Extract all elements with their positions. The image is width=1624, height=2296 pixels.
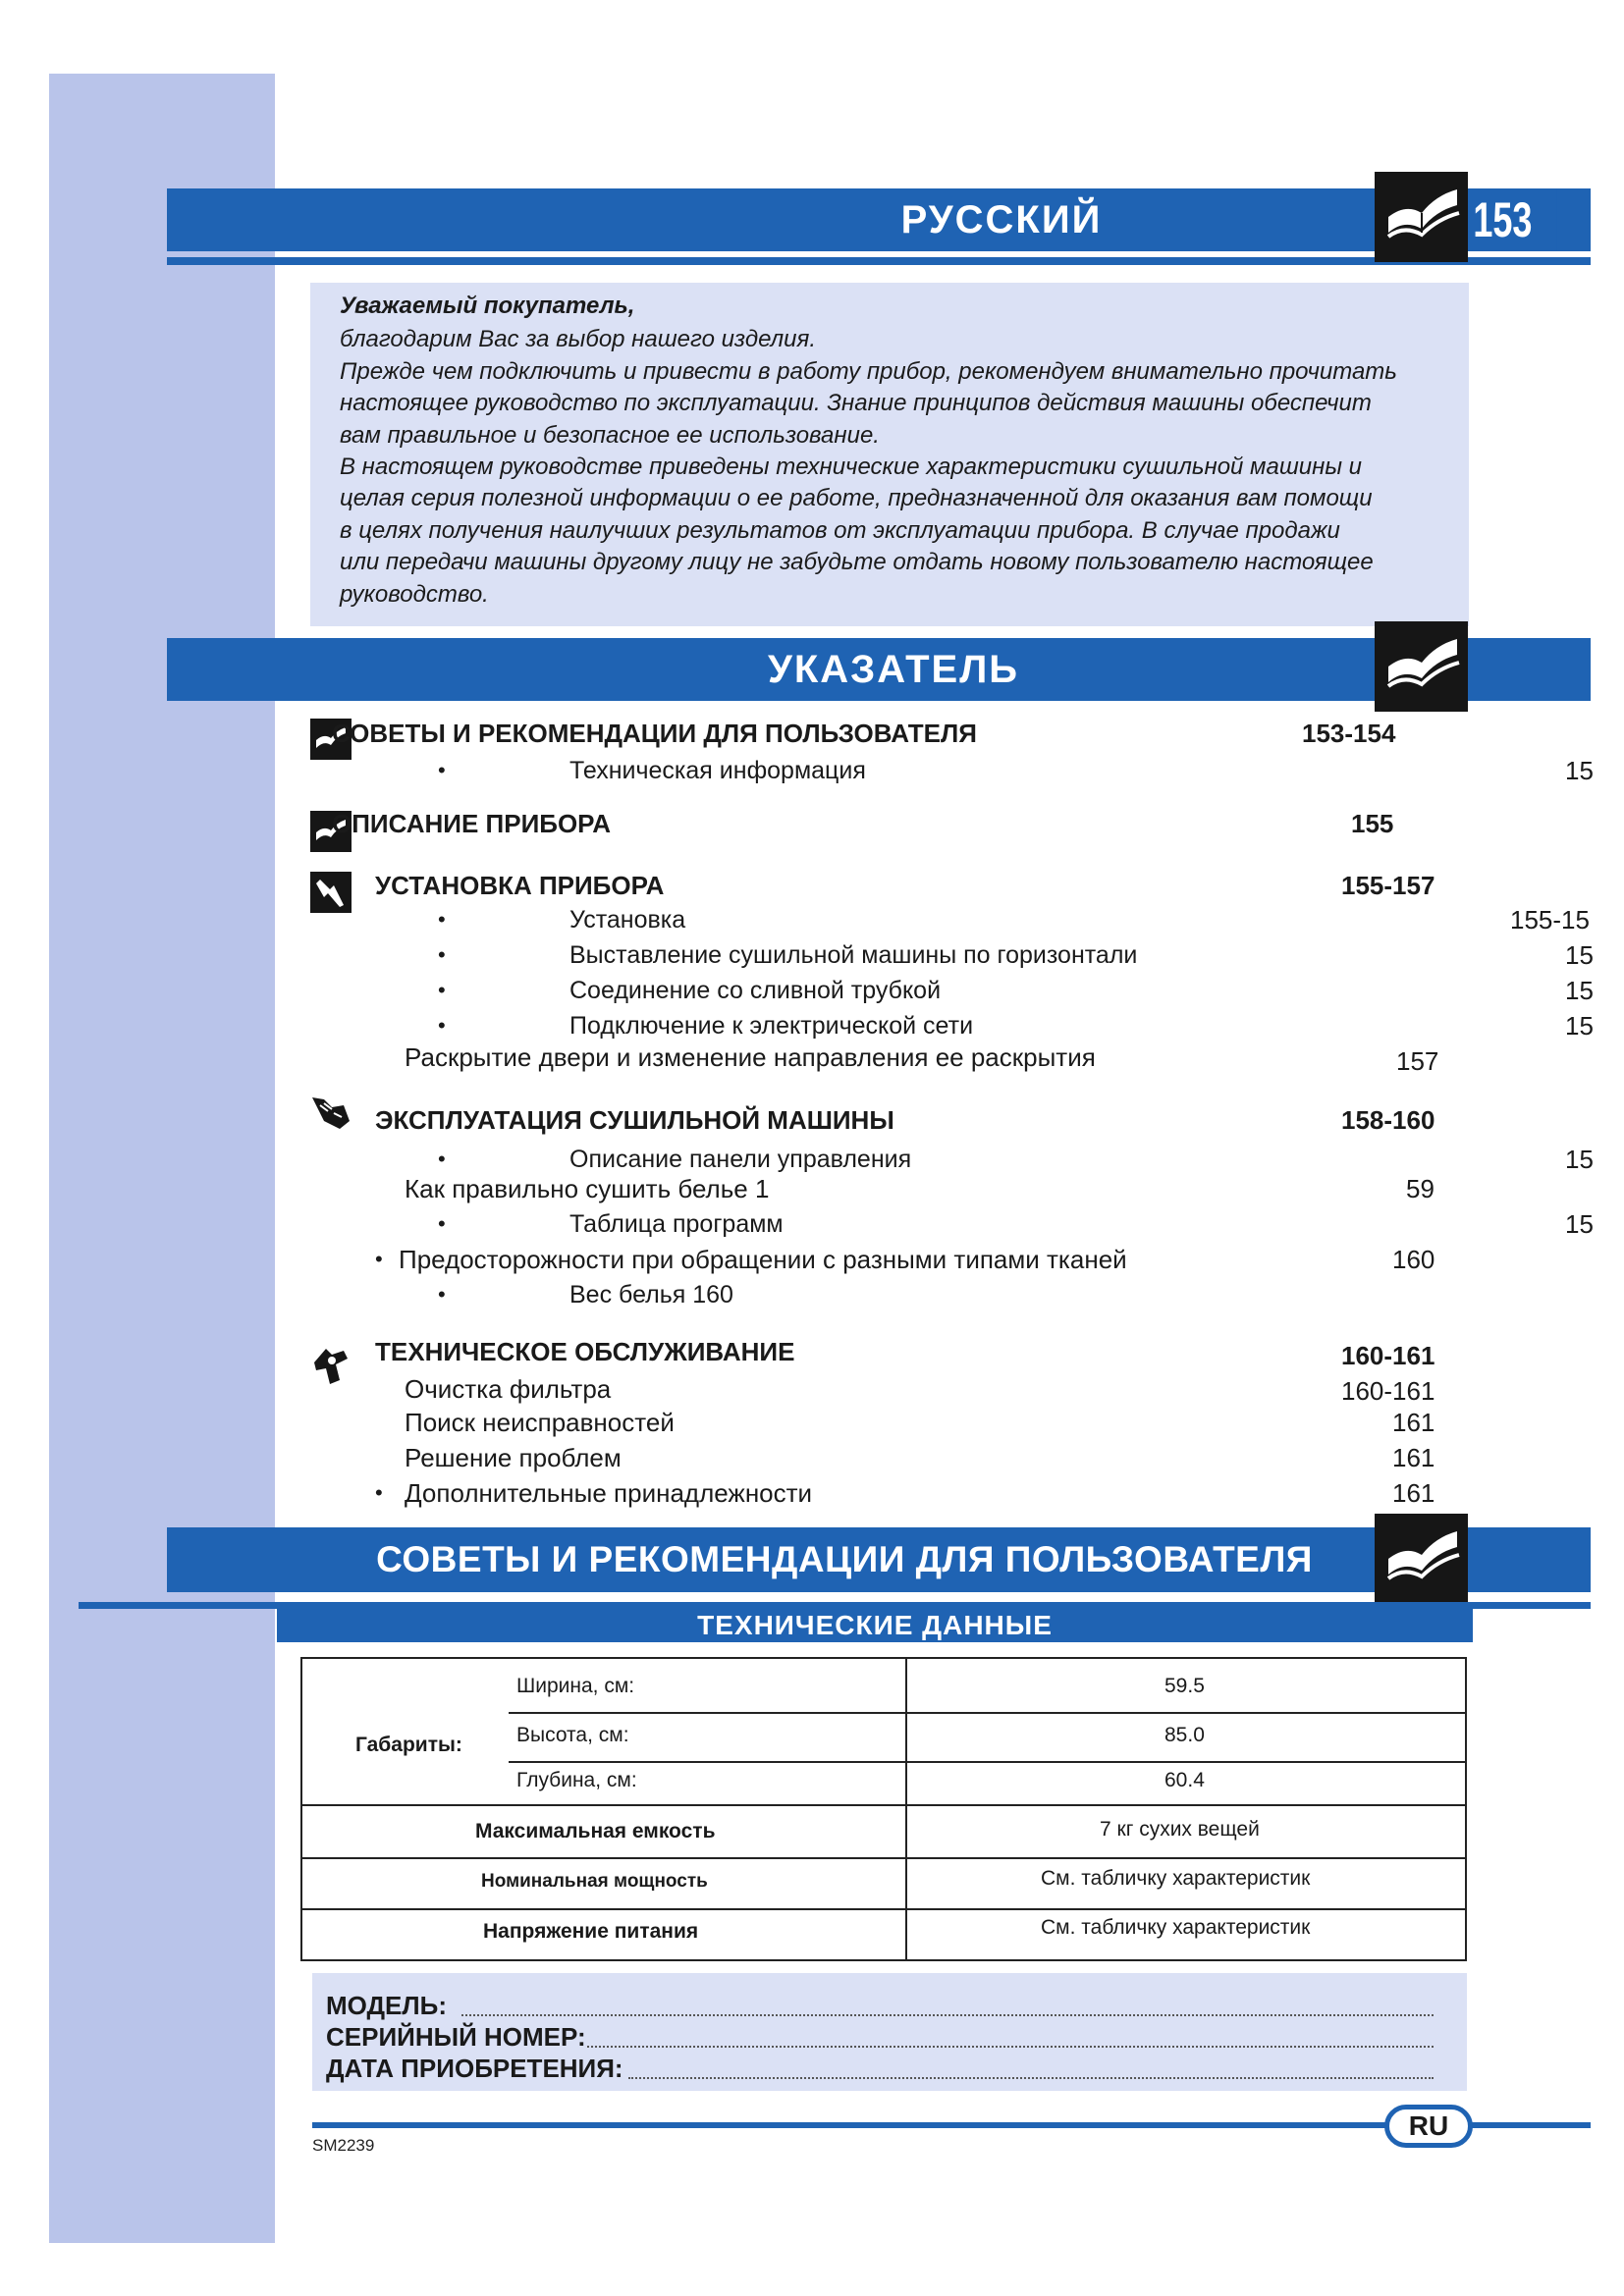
toc-item: Описание панели управления — [569, 1146, 912, 1173]
intro-line: в целях получения наилучших результатов от эксплуатации прибора. В случае продажи — [340, 516, 1340, 544]
maintenance-icon — [310, 1345, 352, 1386]
bullet: • — [438, 758, 446, 782]
table-divider — [509, 1761, 1467, 1763]
bullet: • — [438, 978, 446, 1002]
side-stripe — [49, 74, 275, 2243]
intro-line: Прежде чем подключить и привести в работу прибор, рекомендуем внимательно прочитать — [340, 357, 1397, 385]
intro-line: целая серия полезной информации о ее работе, предназначенной для оказания вам помощи — [340, 485, 1373, 512]
toc-item: Раскрытие двери и изменение направления ее раскрытия — [405, 1042, 1096, 1072]
toc-section-pages: 155-157 — [1341, 871, 1435, 900]
toc-section-pages: 158-160 — [1341, 1105, 1435, 1135]
toc-item: Выставление сушильной машины по горизонтали — [569, 941, 1138, 969]
power-label: Номинальная мощность — [481, 1871, 708, 1892]
toc-section-pages: 153-154 — [1302, 719, 1396, 748]
toc-item-pages: 15 — [1565, 756, 1594, 785]
toc-item-pages: 161 — [1392, 1408, 1435, 1437]
date-label: ДАТА ПРИОБРЕТЕНИЯ: — [326, 2054, 623, 2083]
toc-item: Техническая информация — [569, 757, 866, 784]
intro-greeting: Уважаемый покупатель, — [340, 293, 635, 319]
toc-item-pages: 15 — [1565, 940, 1594, 970]
book-icon — [1375, 1514, 1468, 1604]
depth-label: Глубина, см: — [516, 1769, 637, 1791]
page-number: 153 — [1469, 188, 1556, 251]
intro-line: или передачи машины другому лицу не забудьте отдать новому пользователю настоящее — [340, 549, 1374, 576]
model-field[interactable] — [461, 2014, 1434, 2016]
bullet: • — [375, 1480, 383, 1505]
width-value: 59.5 — [1164, 1675, 1205, 1697]
toc-section-title: СОВЕТЫ И РЕКОМЕНДАЦИИ ДЛЯ ПОЛЬЗОВАТЕЛЯ — [332, 719, 977, 748]
toc-item-pages: 157 — [1396, 1046, 1439, 1076]
toc-item: Очистка фильтра — [405, 1374, 612, 1404]
tips-underline — [79, 1602, 1591, 1609]
intro-panel — [310, 283, 1469, 626]
toc-item: Поиск неисправностей — [405, 1408, 675, 1437]
bullet: • — [438, 907, 446, 932]
intro-line: руководство. — [340, 580, 489, 608]
toc-item: Решение проблем — [405, 1443, 622, 1472]
toc-item: Как правильно сушить белье 1 — [405, 1174, 770, 1203]
book-icon — [1375, 172, 1468, 262]
model-label: МОДЕЛЬ: — [326, 1991, 447, 2020]
toc-item-pages: 15 — [1565, 1209, 1594, 1239]
depth-value: 60.4 — [1164, 1769, 1205, 1791]
toc-item: Вес белья 160 — [569, 1281, 733, 1308]
toc-item-pages: 15 — [1565, 976, 1594, 1005]
tech-data-title: ТЕХНИЧЕСКИЕ ДАННЫЕ — [697, 1610, 1053, 1640]
tips-title: СОВЕТЫ И РЕКОМЕНДАЦИИ ДЛЯ ПОЛЬЗОВАТЕЛЯ — [376, 1539, 1313, 1579]
bullet: • — [438, 1282, 446, 1307]
voltage-value: См. табличку характеристик — [1041, 1916, 1311, 1939]
table-divider — [509, 1712, 1467, 1714]
toc-section-pages: 160-161 — [1341, 1341, 1435, 1370]
toc-item: Таблица программ — [569, 1210, 784, 1238]
toc-item-pages: 161 — [1392, 1443, 1435, 1472]
document-code: SM2239 — [312, 2136, 375, 2155]
bullet: • — [438, 1013, 446, 1038]
height-label: Высота, см: — [516, 1724, 629, 1746]
toc-item: Предосторожности при обращении с разными типами тканей — [399, 1245, 1127, 1274]
toc-item-pages: 160 — [1392, 1245, 1435, 1274]
toc-section-title: ЭКСПЛУАТАЦИЯ СУШИЛЬНОЙ МАШИНЫ — [375, 1105, 894, 1135]
height-value: 85.0 — [1164, 1724, 1205, 1746]
toc-item: Соединение со сливной трубкой — [569, 977, 942, 1004]
book-icon — [1375, 621, 1468, 712]
toc-item-pages: 59 — [1406, 1174, 1435, 1203]
capacity-value: 7 кг сухих вещей — [1100, 1818, 1260, 1841]
table-divider — [302, 1857, 1467, 1859]
intro-line: настоящее руководство по эксплуатации. Знание принципов действия машины обеспечит — [340, 390, 1372, 417]
language-badge: RU — [1384, 2105, 1473, 2148]
toc-section-title: УСТАНОВКА ПРИБОРА — [375, 871, 665, 900]
toc-item: Дополнительные принадлежности — [405, 1478, 813, 1508]
toc-item-pages: 15 — [1565, 1145, 1594, 1174]
bullet: • — [438, 1147, 446, 1171]
toc-item: Подключение к электрической сети — [569, 1012, 974, 1040]
table-divider — [302, 1804, 1467, 1806]
toc-item: Установка — [569, 906, 686, 934]
spec-table — [300, 1657, 1467, 1961]
purchase-date-field[interactable] — [628, 2077, 1434, 2079]
bullet: • — [438, 1211, 446, 1236]
bullet: • — [375, 1247, 383, 1271]
toc-section-title: ОПИСАНИЕ ПРИБОРА — [332, 809, 611, 838]
page-title: РУССКИЙ — [900, 198, 1103, 241]
capacity-label: Максимальная емкость — [475, 1820, 716, 1842]
table-divider — [905, 1659, 907, 1959]
width-label: Ширина, см: — [516, 1675, 635, 1697]
toc-item-pages: 161 — [1392, 1478, 1435, 1508]
toc-section-title: ТЕХНИЧЕСКОЕ ОБСЛУЖИВАНИЕ — [375, 1337, 795, 1366]
serial-label: СЕРИЙНЫЙ НОМЕР: — [326, 2022, 586, 2052]
toc-section-pages: 155 — [1351, 809, 1394, 838]
hand-icon — [310, 1092, 352, 1133]
power-value: См. табличку характеристик — [1041, 1867, 1311, 1890]
intro-line: благодарим Вас за выбор нашего изделия. — [340, 326, 817, 353]
intro-line: В настоящем руководстве приведены технические характеристики сушильной машины и — [340, 454, 1363, 481]
dims-label: Габариты: — [355, 1734, 462, 1756]
toc-item-pages: 15 — [1565, 1011, 1594, 1041]
table-divider — [302, 1908, 1467, 1910]
wrench-icon — [310, 872, 352, 913]
bullet: • — [438, 942, 446, 967]
intro-line: вам правильное и безопасное ее использование. — [340, 421, 880, 449]
voltage-label: Напряжение питания — [483, 1920, 699, 1943]
toc-item-pages: 160-161 — [1341, 1376, 1435, 1406]
serial-field[interactable] — [587, 2046, 1434, 2048]
toc-item-pages: 155-15 — [1510, 905, 1590, 934]
index-title: УКАЗАТЕЛЬ — [767, 648, 1020, 691]
